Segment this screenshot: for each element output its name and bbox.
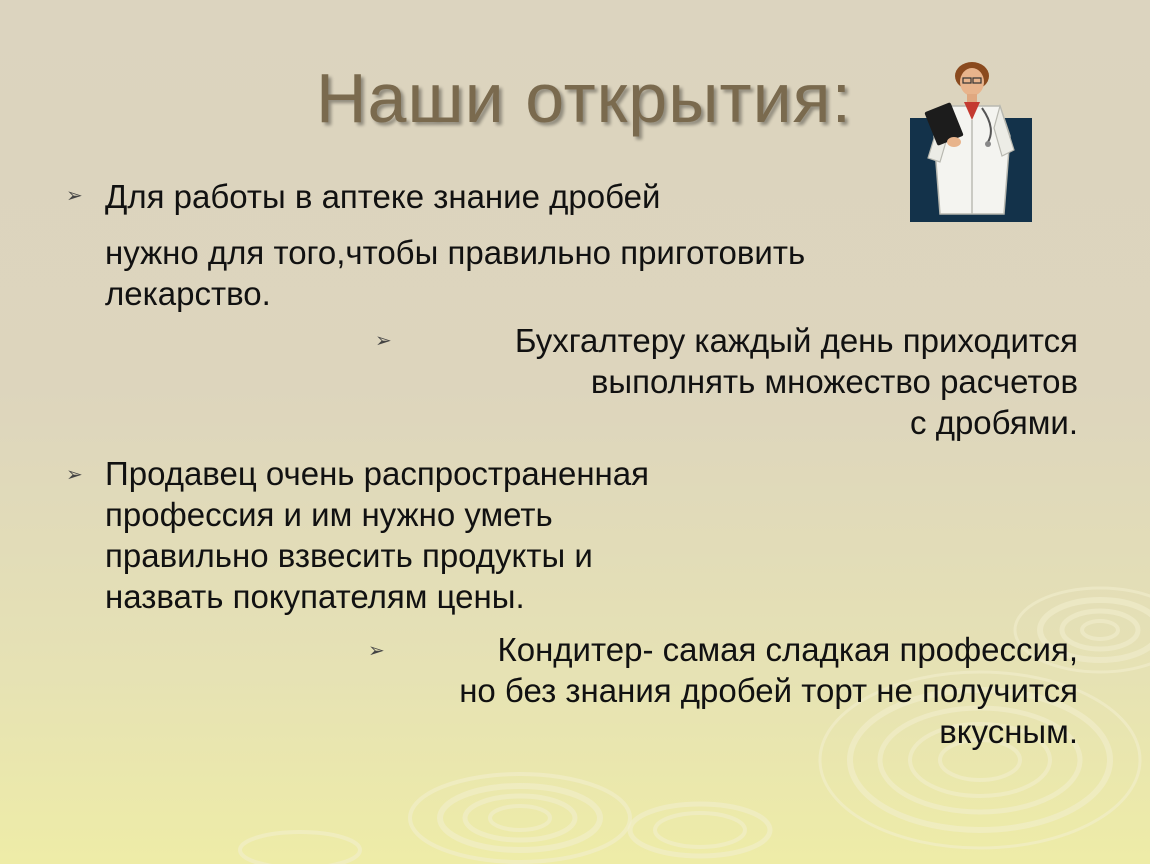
bullet-arrow-icon: ➢	[375, 330, 392, 352]
slide-title: Наши открытия:	[316, 59, 853, 137]
bullet-pharmacy: Для работы в аптеке знание дробей нужно для того,чтобы правильно приготовить лекарство.	[105, 178, 806, 312]
bullet-confectioner: Кондитер- самая сладкая профессия, но без знания дробей торт не получится вкусным.	[459, 631, 1078, 750]
bullet-seller: Продавец очень распространенная профессия и им нужно уметь правильно взвесить продукты и назвать покупателям цены.	[105, 455, 650, 615]
bullet-arrow-icon: ➢	[368, 640, 385, 662]
bullet-accountant: Бухгалтеру каждый день приходится выполнять множество расчетов с дробями.	[514, 322, 1078, 441]
bullet-arrow-icon: ➢	[66, 464, 83, 486]
doctor-icon	[906, 58, 1036, 224]
bullet-arrow-icon: ➢	[66, 185, 83, 207]
